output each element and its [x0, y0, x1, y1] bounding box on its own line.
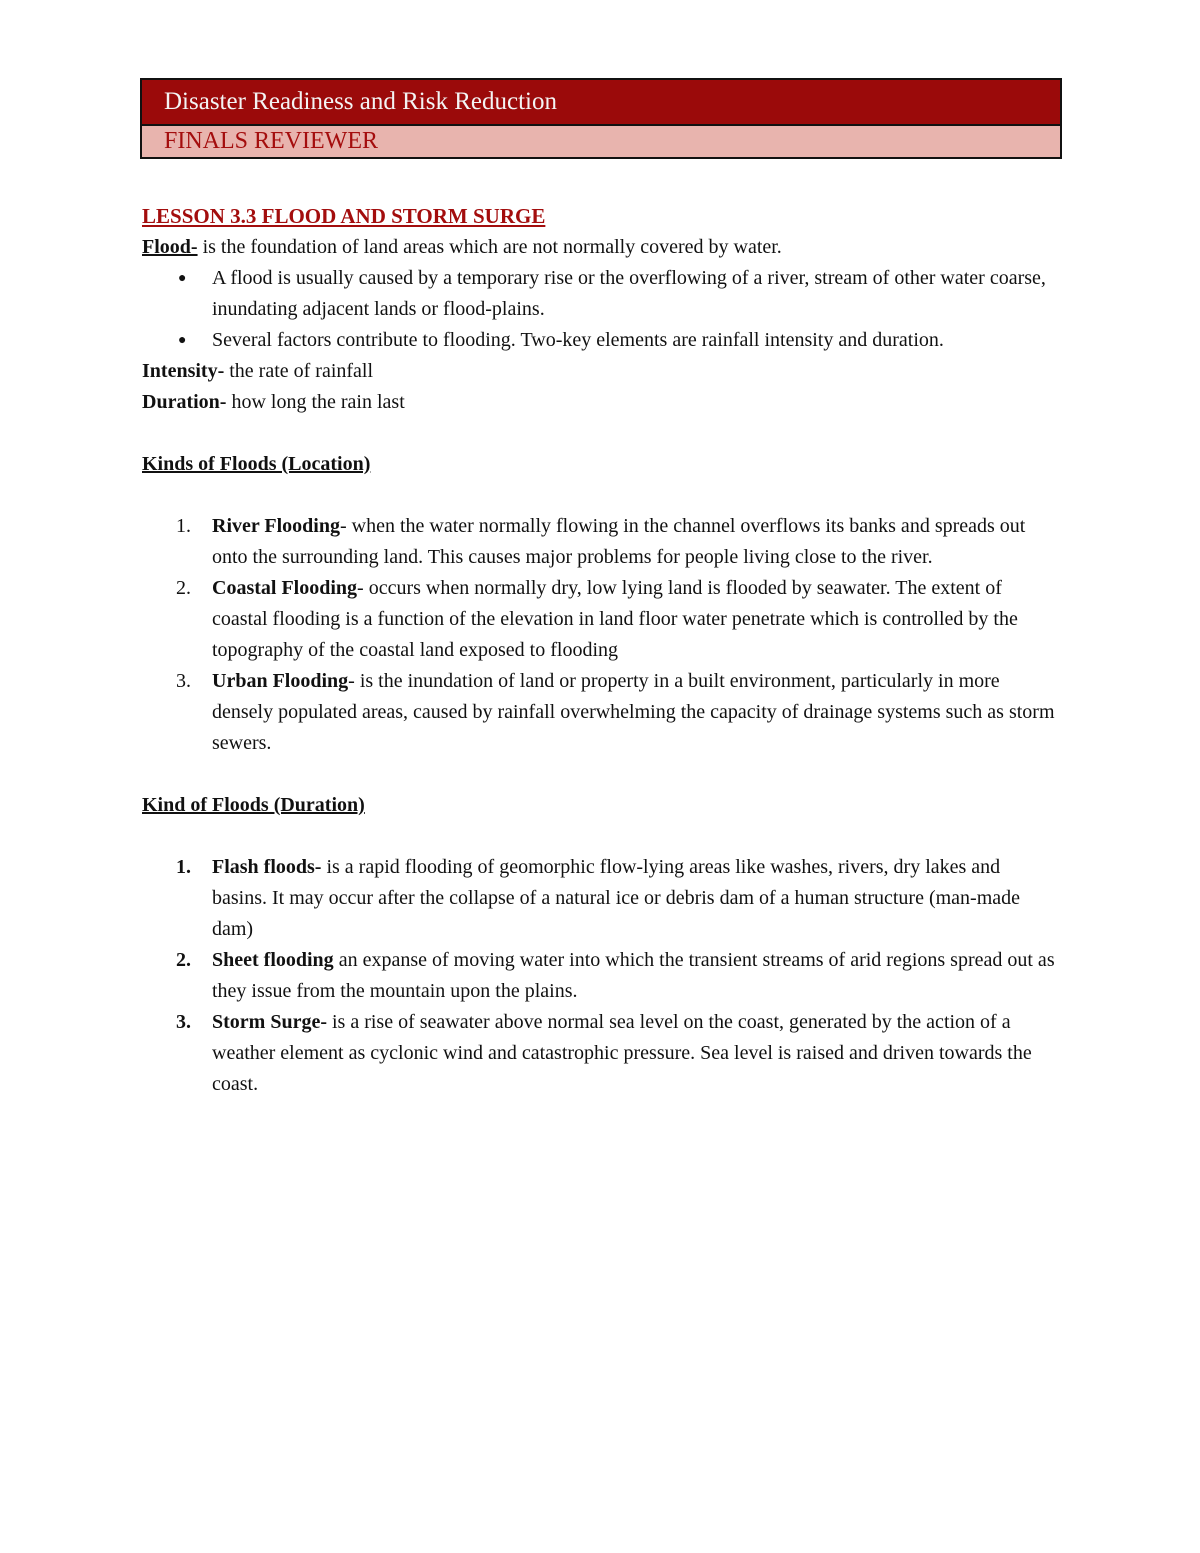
bullet-item — [142, 325, 1060, 356]
bullet-item — [142, 263, 1060, 325]
list-term: River Flooding — [212, 515, 340, 537]
bullet-icon: ● — [178, 333, 187, 348]
list-text: - is the inundation of land or property in a built environment, particularly in more densely populated areas, caused by rainfall overwhelming the capacity of drainage systems such as storm sewers. — [212, 670, 1055, 754]
spacer — [142, 821, 1060, 852]
flood-text: is the foundation of land areas which are not normally covered by water. — [197, 236, 782, 258]
list-term: Flash floods- — [212, 856, 322, 878]
bullet-text: Several factors contribute to flooding. Two-key elements are rainfall intensity and duration. — [212, 329, 944, 351]
list-term: Urban Flooding — [212, 670, 349, 692]
document-content — [142, 201, 1060, 1100]
list-number: 3. — [176, 670, 191, 692]
lesson-title: LESSON 3.3 FLOOD AND STORM SURGE — [142, 204, 546, 228]
intensity-text: the rate of rainfall — [224, 360, 374, 382]
list-text: - when the water normally flowing in the channel overflows its banks and spreads out onto the surrounding land. This causes major problems for people living close to the river. — [212, 515, 1026, 568]
duration-text: how long the rain last — [226, 391, 405, 413]
list-item — [142, 945, 1060, 1007]
intensity-term: Intensity- — [142, 360, 225, 382]
list-text: an expanse of moving water into which the transient streams of arid regions spread out as they issue from the mountain upon the plains. — [212, 949, 1055, 1002]
list-text: is a rapid flooding of geomorphic flow-lying areas like washes, rivers, dry lakes and basins. It may occur after the collapse of a natural ice or debris dam of a human structure (man-made dam) — [212, 856, 1021, 940]
duration-definition — [142, 387, 1060, 418]
list-item — [142, 1007, 1060, 1100]
intensity-definition — [142, 356, 1060, 387]
duration-term: Duration- — [142, 391, 227, 413]
spacer — [142, 418, 1060, 449]
list-item — [142, 573, 1060, 666]
document-title: Disaster Readiness and Risk Reduction — [142, 80, 1060, 126]
list-number: 2. — [176, 577, 191, 599]
list-number: 1. — [176, 856, 191, 878]
list-number: 3. — [176, 1011, 191, 1033]
list-term: Coastal Flooding — [212, 577, 358, 599]
list-term: Sheet flooding — [212, 949, 334, 971]
list-number: 2. — [176, 949, 191, 971]
flood-term: Flood- — [142, 236, 198, 258]
flood-bullets — [142, 263, 1060, 356]
bullet-text: A flood is usually caused by a temporary rise or the overflowing of a river, stream of other water coarse, inundating adjacent lands or flood-plains. — [212, 267, 1046, 320]
duration-list — [142, 852, 1060, 1100]
list-item — [142, 852, 1060, 945]
spacer — [142, 480, 1060, 511]
flood-definition — [142, 232, 1060, 263]
bullet-icon: ● — [178, 271, 187, 286]
list-number: 1. — [176, 515, 191, 537]
list-item — [142, 666, 1060, 759]
list-text: - occurs when normally dry, low lying land is flooded by seawater. The extent of coastal flooding is a function of the elevation in land floor water penetrate which is controlled by the topography of the coastal land exposed to flooding — [212, 577, 1018, 661]
list-term: Storm Surge- — [212, 1011, 327, 1033]
location-list — [142, 511, 1060, 759]
document-subtitle: FINALS REVIEWER — [142, 126, 1060, 157]
duration-heading: Kind of Floods (Duration) — [142, 794, 365, 816]
list-item — [142, 511, 1060, 573]
header-box — [140, 78, 1062, 159]
location-heading: Kinds of Floods (Location) — [142, 453, 371, 475]
spacer — [142, 759, 1060, 790]
list-text: is a rise of seawater above normal sea level on the coast, generated by the action of a weather element as cyclonic wind and catastrophic pressure. Sea level is raised and driven towards the coast. — [212, 1011, 1032, 1095]
